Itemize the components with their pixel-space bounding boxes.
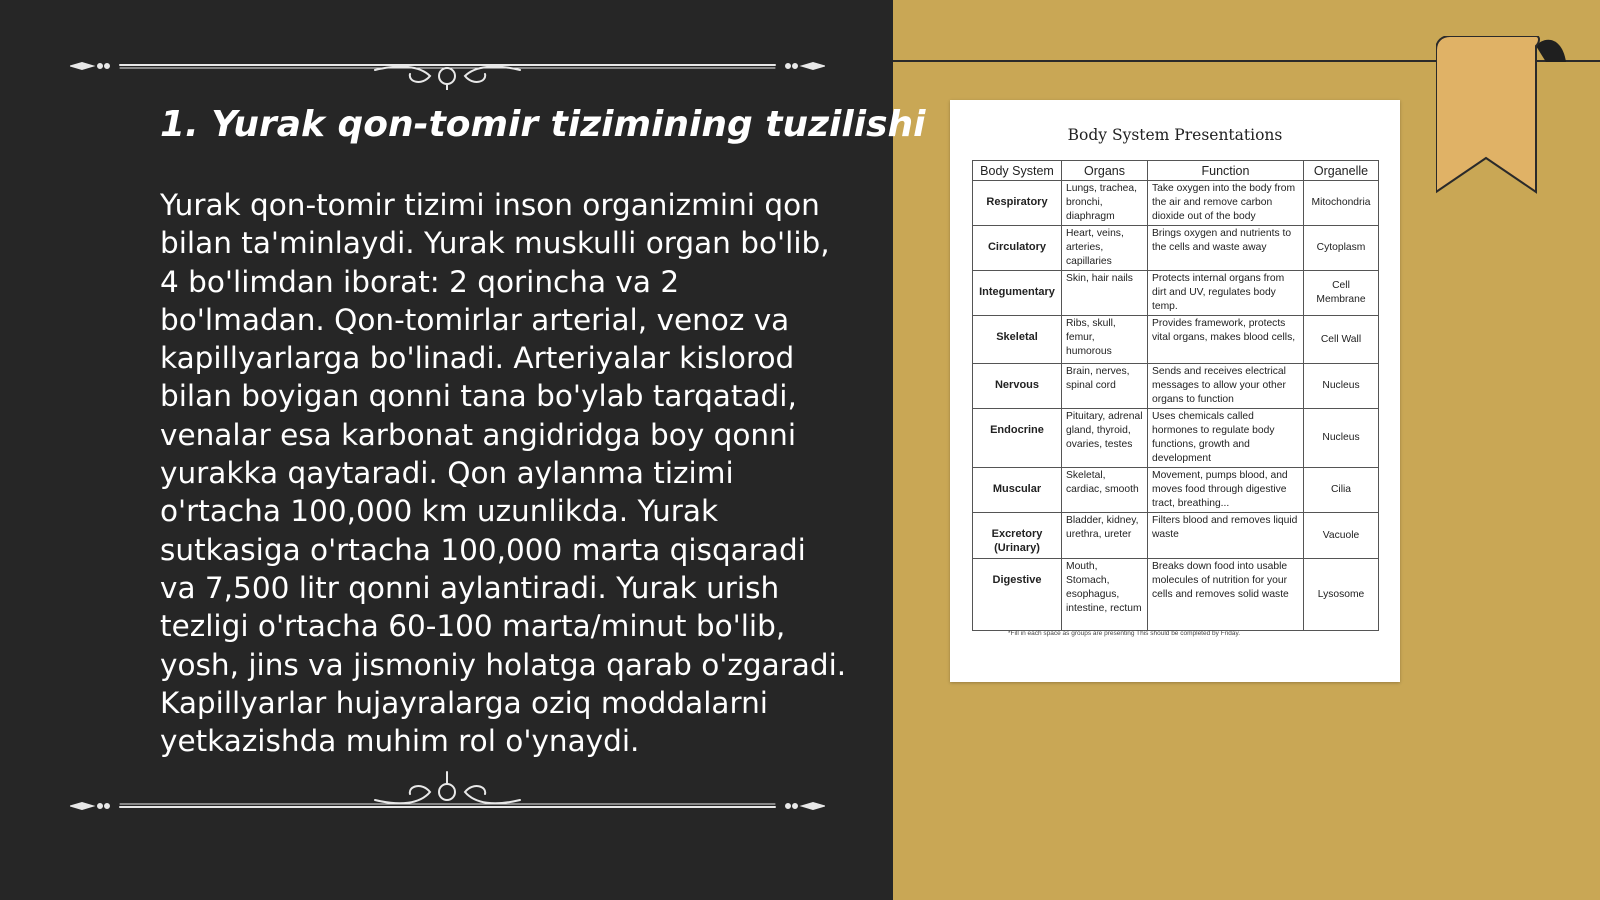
cell-function: Provides framework, protects vital organs, makes blood cells, <box>1148 316 1304 364</box>
cell-function: Sends and receives electrical messages to allow your other organs to function <box>1148 364 1304 409</box>
table-header-row <box>973 161 1379 181</box>
header-function: Function <box>1148 161 1304 181</box>
cell-function: Take oxygen into the body from the air and remove carbon dioxide out of the body <box>1148 181 1304 226</box>
cell-organs: Bladder, kidney, urethra, ureter <box>1062 513 1148 559</box>
cell-system: Integumentary <box>973 271 1062 316</box>
cell-organelle: Vacuole <box>1304 513 1379 559</box>
body-system-table <box>972 160 1379 631</box>
ornamental-divider-bottom-icon <box>70 770 825 810</box>
cell-organelle: Mitochondria <box>1304 181 1379 226</box>
table-row <box>973 271 1379 316</box>
ornamental-divider-top-icon <box>70 50 825 90</box>
cell-organelle: Nucleus <box>1304 364 1379 409</box>
bookmark-ribbon-icon <box>1436 36 1568 199</box>
cell-organs: Pituitary, adrenal gland, thyroid, ovaries, testes <box>1062 409 1148 468</box>
worksheet-title: Body System Presentations <box>1067 126 1283 144</box>
table-row <box>973 316 1379 364</box>
cell-system: Nervous <box>973 364 1062 409</box>
table-row <box>973 468 1379 513</box>
cell-function: Movement, pumps blood, and moves food through digestive tract, breathing... <box>1148 468 1304 513</box>
cell-system: Digestive <box>973 559 1062 631</box>
cell-organs: Heart, veins, arteries, capillaries <box>1062 226 1148 271</box>
cell-organs: Mouth, Stomach, esophagus, intestine, rectum <box>1062 559 1148 631</box>
cell-function: Breaks down food into usable molecules of nutrition for your cells and removes solid waste <box>1148 559 1304 631</box>
cell-organelle: Nucleus <box>1304 409 1379 468</box>
slide-title: 1. Yurak qon-tomir tizimining tuzilishi <box>160 104 926 145</box>
table-row <box>973 364 1379 409</box>
table-row <box>973 181 1379 226</box>
cell-system: Excretory (Urinary) <box>973 513 1062 559</box>
cell-organelle: Cilia <box>1304 468 1379 513</box>
cell-organelle: Lysosome <box>1304 559 1379 631</box>
cell-system: Skeletal <box>973 316 1062 364</box>
cell-organs: Skeletal, cardiac, smooth <box>1062 468 1148 513</box>
cell-function: Uses chemicals called hormones to regulate body functions, growth and development <box>1148 409 1304 468</box>
worksheet-footnote: *Fill in each space as groups are presenting This should be completed by Friday. <box>1008 630 1241 637</box>
table-row <box>973 513 1379 559</box>
slide-paragraph: Yurak qon-tomir tizimi inson organizmini qon bilan ta'minlaydi. Yurak muskulli organ bo'lib, 4 bo'limdan iborat: 2 qorincha va 2 bo'lmadan. Qon-tomirlar arterial, venoz va kapillyarlarga bo'linadi. Arteriyalar kislorod bilan boyigan qonni tana bo'ylab tarqatadi, venalar esa karbonat angidridga boy qonni yurakka qaytaradi. Qon aylanma tizimi o'rtacha 100,000 km uzunlikda. Yurak sutkasiga o'rtacha 100,000 marta qisqaradi va 7,500 litr qonni aylantiradi. Yurak urish tezligi o'rtacha 60-100 marta/minut bo'lib, yosh, jins va jismoniy holatga qarab o'zgaradi. Kapillyarlar hujayralarga oziq moddalarni yetkazishda muhim rol o'ynaydi. <box>160 188 847 759</box>
cell-system: Endocrine <box>973 409 1062 468</box>
cell-function: Protects internal organs from dirt and UV, regulates body temp. <box>1148 271 1304 316</box>
cell-function: Filters blood and removes liquid waste <box>1148 513 1304 559</box>
worksheet-image <box>950 100 1400 682</box>
cell-organs: Ribs, skull, femur, humorous <box>1062 316 1148 364</box>
header-body-system: Body System <box>973 161 1062 181</box>
table-row <box>973 226 1379 271</box>
cell-organs: Lungs, trachea, bronchi, diaphragm <box>1062 181 1148 226</box>
cell-system: Circulatory <box>973 226 1062 271</box>
table-row <box>973 409 1379 468</box>
cell-organelle: Cell Membrane <box>1304 271 1379 316</box>
header-organs: Organs <box>1062 161 1148 181</box>
table-row <box>973 559 1379 631</box>
cell-organelle: Cell Wall <box>1304 316 1379 364</box>
cell-organelle: Cytoplasm <box>1304 226 1379 271</box>
cell-organs: Skin, hair nails <box>1062 271 1148 316</box>
cell-function: Brings oxygen and nutrients to the cells and waste away <box>1148 226 1304 271</box>
cell-system: Respiratory <box>973 181 1062 226</box>
cell-system: Muscular <box>973 468 1062 513</box>
cell-organs: Brain, nerves, spinal cord <box>1062 364 1148 409</box>
header-organelle: Organelle <box>1304 161 1379 181</box>
